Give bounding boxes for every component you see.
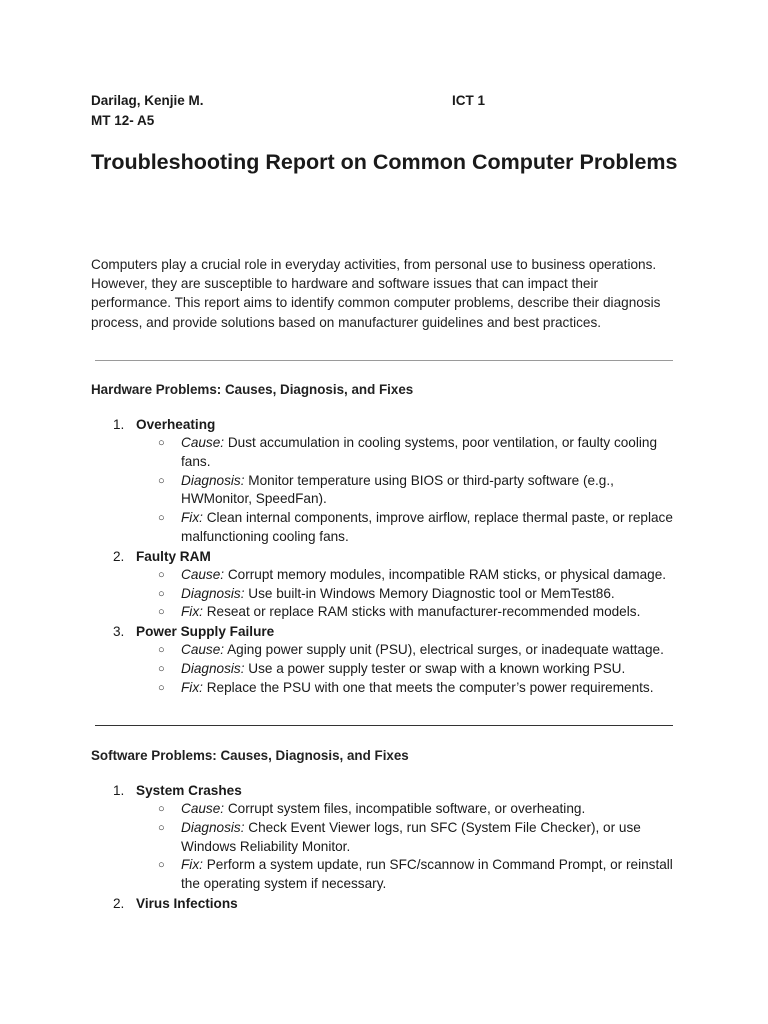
divider-1 [95, 360, 673, 361]
bullet-label: Fix: [181, 510, 203, 526]
bullet-text: Perform a system update, run SFC/scannow in Command Prompt, or reinstall the operating system if necessary. [181, 857, 673, 892]
item-number: 2. [113, 548, 125, 564]
item-title: System Crashes [136, 783, 242, 798]
bullet-text: Reseat or replace RAM sticks with manufacturer-recommended models. [206, 604, 641, 620]
hardware-item-1 [91, 415, 691, 547]
hardware-list [91, 415, 691, 698]
divider-2 [95, 725, 673, 726]
bullet-text: Corrupt system files, incompatible software, or overheating. [227, 801, 586, 816]
bullet-label: Cause: [181, 642, 225, 658]
bullet-text: Monitor temperature using BIOS or third-party software (e.g., HWMonitor, SpeedFan). [181, 472, 614, 507]
hardware-item-3 [91, 622, 691, 697]
bullet-label: Diagnosis: [181, 472, 245, 488]
bullet-text: Check Event Viewer logs, run SFC (System File Checker), or use Windows Reliability Monitor. [181, 819, 641, 854]
item-number: 2. [113, 895, 125, 911]
circle-bullet-icon: ○ [158, 662, 165, 675]
bullet-diagnosis [91, 585, 691, 604]
circle-bullet-icon: ○ [158, 587, 165, 600]
circle-bullet-icon: ○ [158, 644, 165, 657]
bullet-label: Diagnosis: [181, 819, 245, 835]
hardware-heading: Hardware Problems: Causes, Diagnosis, and Fixes [91, 382, 414, 397]
bullet-cause [91, 566, 691, 585]
bullet-label: Diagnosis: [181, 660, 245, 676]
subject-label: ICT 1 [452, 93, 486, 108]
item-number: 1. [113, 417, 125, 432]
circle-bullet-icon: ○ [158, 803, 165, 815]
bullet-label: Fix: [181, 604, 203, 620]
item-title: Faulty RAM [136, 548, 211, 564]
bullet-cause [91, 800, 691, 819]
circle-bullet-icon: ○ [158, 512, 165, 525]
bullet-label: Fix: [181, 679, 203, 695]
bullet-fix [91, 679, 691, 698]
circle-bullet-icon: ○ [158, 568, 165, 581]
bullet-text: Dust accumulation in cooling systems, poor ventilation, or faulty cooling fans. [181, 435, 658, 469]
bullet-label: Cause: [181, 801, 225, 816]
software-heading: Software Problems: Causes, Diagnosis, and Fixes [91, 748, 409, 763]
software-item-2 [91, 894, 691, 913]
report-title: Troubleshooting Report on Common Computer Problems [91, 150, 678, 174]
bullet-text: Use built-in Windows Memory Diagnostic tool or MemTest86. [248, 585, 615, 601]
bullet-cause [91, 434, 691, 472]
bullet-label: Fix: [181, 857, 203, 873]
intro-paragraph: Computers play a crucial role in everyday activities, from personal use to business operations. However, they are susceptible to hardware and software issues that can impact their performance. This report aims to identify common computer problems, describe their diagnosis process, and provide solutions based on manufacturer guidelines and best practices. [91, 257, 661, 330]
bullet-fix [91, 509, 691, 547]
hardware-item-2 [91, 547, 691, 622]
student-name: Darilag, Kenjie M. [91, 93, 204, 108]
item-title: Overheating [136, 417, 216, 432]
bullet-label: Cause: [181, 435, 225, 450]
bullet-fix [91, 856, 691, 894]
item-number: 3. [113, 624, 125, 640]
class-section: MT 12- A5 [91, 113, 155, 128]
circle-bullet-icon: ○ [158, 474, 165, 487]
bullet-label: Diagnosis: [181, 585, 245, 601]
bullet-label: Cause: [181, 566, 225, 582]
circle-bullet-icon: ○ [158, 681, 165, 694]
bullet-diagnosis [91, 819, 691, 857]
bullet-diagnosis [91, 472, 691, 510]
bullet-diagnosis [91, 660, 691, 679]
item-title: Power Supply Failure [136, 624, 275, 640]
bullet-cause [91, 641, 691, 660]
circle-bullet-icon: ○ [158, 859, 165, 872]
circle-bullet-icon: ○ [158, 821, 165, 834]
circle-bullet-icon: ○ [158, 606, 165, 619]
circle-bullet-icon: ○ [158, 437, 165, 449]
item-number: 1. [113, 783, 125, 798]
bullet-text: Clean internal components, improve airflow, replace thermal paste, or replace malfunctioning cooling fans. [181, 510, 673, 544]
bullet-text: Corrupt memory modules, incompatible RAM sticks, or physical damage. [227, 566, 667, 582]
bullet-text: Aging power supply unit (PSU), electrical surges, or inadequate wattage. [227, 642, 664, 658]
software-item-1 [91, 781, 691, 894]
bullet-text: Replace the PSU with one that meets the computer’s power requirements. [206, 679, 654, 695]
item-title: Virus Infections [136, 895, 238, 911]
bullet-text: Use a power supply tester or swap with a known working PSU. [248, 660, 626, 676]
software-list [91, 781, 691, 913]
bullet-fix [91, 603, 691, 622]
